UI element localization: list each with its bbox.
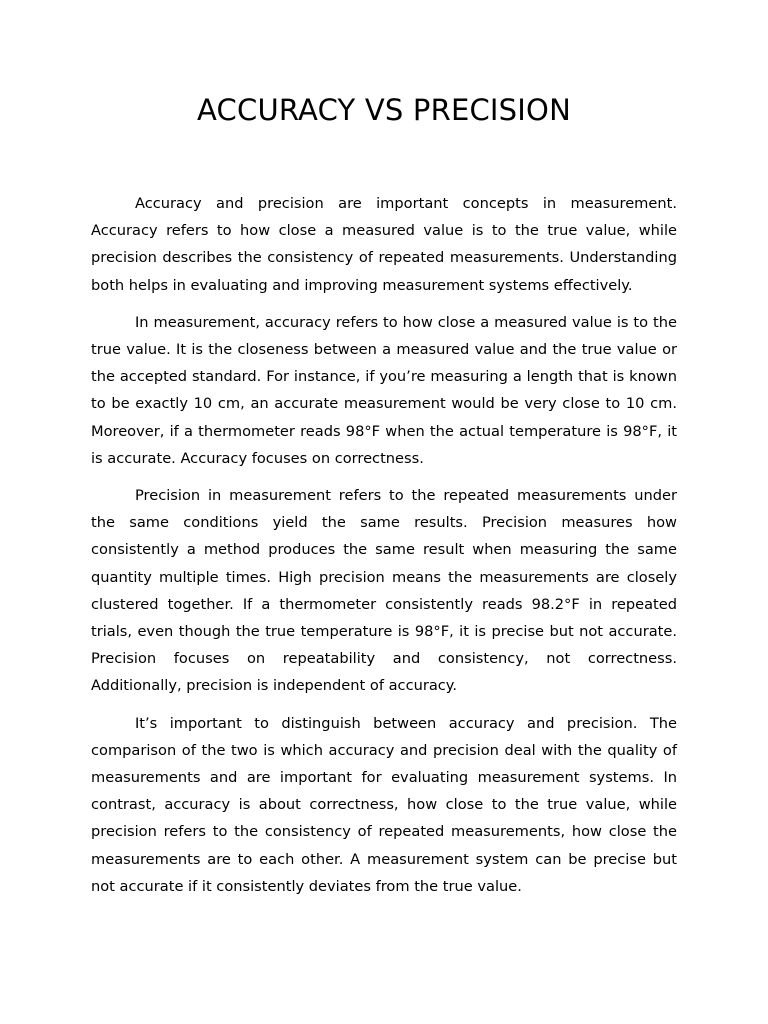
- paragraph-comparison: It’s important to distinguish between accuracy and precision. The comparison of the two is which accuracy and precision deal with the quality of measurements and are important for evaluating measurement systems. In contrast, accuracy is about correctness, how close to the true value, while precision refers to the consistency of repeated measurements, how close the measurements are to each other. A measurement system can be precise but not accurate if it consistently deviates from the true value.: [91, 714, 677, 895]
- paragraph-intro: Accuracy and precision are important concepts in measurement. Accuracy refers to how close a measured value is to the true value, while precision describes the consistency of repeated measurements. Understanding both helps in evaluating and improving measurement systems effectively.: [91, 195, 677, 294]
- document-body: [91, 190, 677, 910]
- paragraph-precision: Precision in measurement refers to the repeated measurements under the same conditions yield the same results. Precision measures how consistently a method produces the same result when measuring the same quantity multiple times. High precision means the measurements are closely clustered together. If a thermometer consistently reads 98.2°F in repeated trials, even though the true temperature is 98°F, it is precise but not accurate. Precision focuses on repeatability and consistency, not correctness. Additionally, precision is independent of accuracy.: [91, 487, 677, 695]
- paragraph-accuracy: In measurement, accuracy refers to how close a measured value is to the true value. It is the closeness between a measured value and the true value or the accepted standard. For instance, if you’re measuring a length that is known to be exactly 10 cm, an accurate measurement would be very close to 10 cm. Moreover, if a thermometer reads 98°F when the actual temperature is 98°F, it is accurate. Accuracy focuses on correctness.: [91, 313, 677, 467]
- page-title: ACCURACY VS PRECISION: [197, 93, 571, 127]
